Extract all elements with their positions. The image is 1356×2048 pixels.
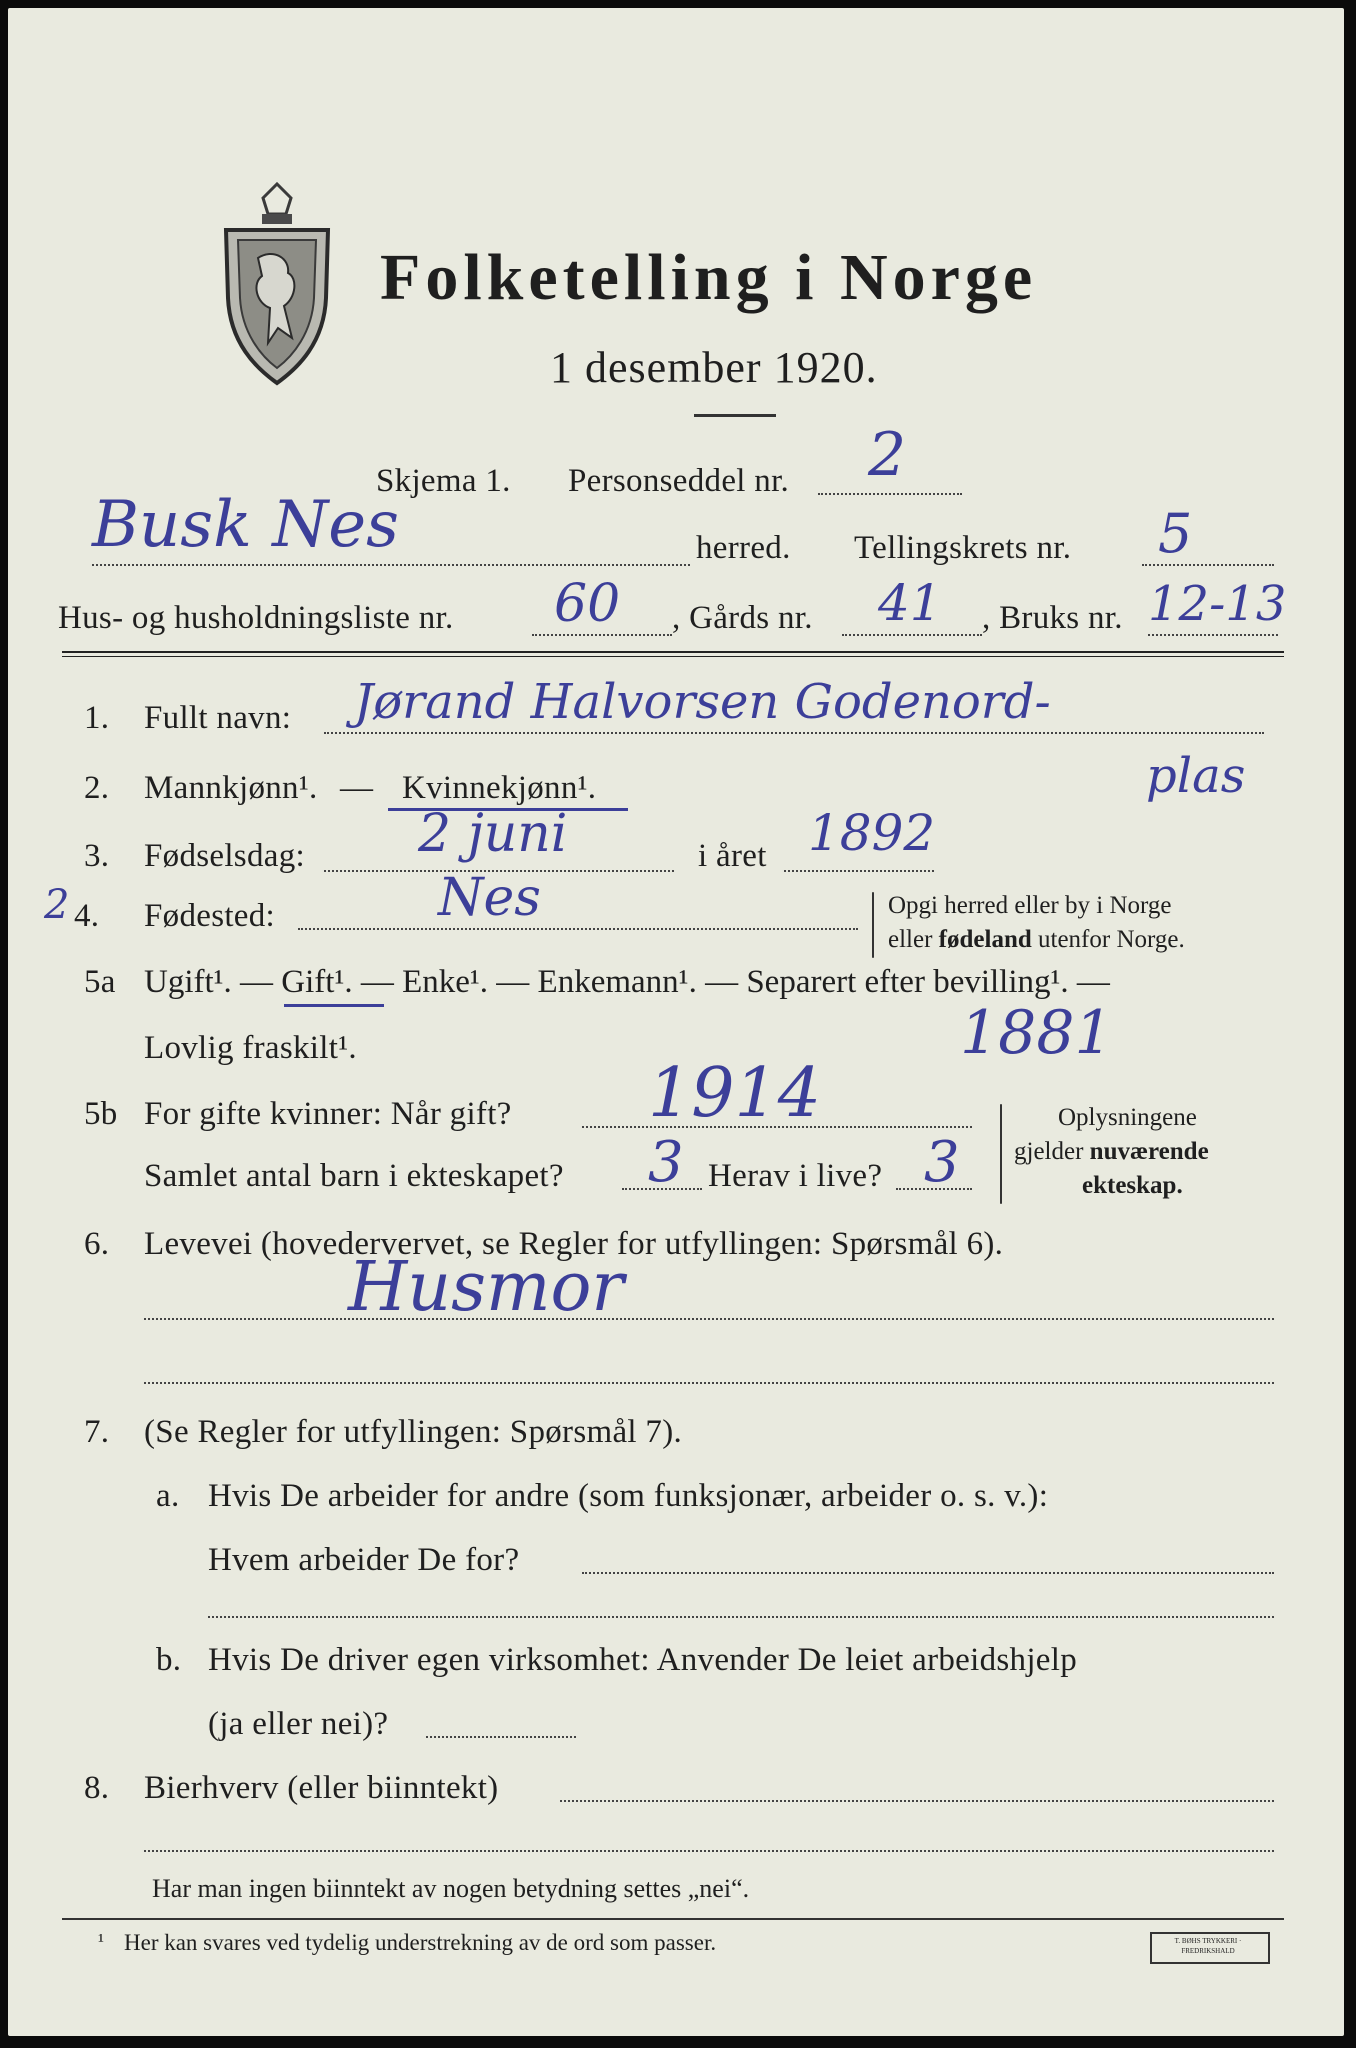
bruks-value: 12-13 [1148,576,1287,632]
q5b-children-value: 3 [648,1130,684,1195]
herred-value: Busk Nes [92,488,399,562]
title-divider [694,414,776,417]
q4-note-line2 [888,926,1185,954]
q5b-note-gjelder: gjelder [1014,1138,1084,1165]
q7b-label: Hvis De driver egen virksomhet: Anvender De leiet arbeidshjelp [208,1642,1078,1678]
q3-label: Fødselsdag: [144,838,305,874]
q7b-line [426,1736,576,1738]
q2-dash: — [340,770,374,806]
husliste-label: Hus- og husholdningsliste nr. [58,600,454,636]
footer-note: Har man ingen biinntekt av nogen betydning settes „nei“. [152,1874,750,1903]
q7a-sub: Hvem arbeider De for? [208,1542,520,1578]
q5b-note-line3: ekteskap. [1082,1172,1183,1199]
q7a-line [582,1572,1274,1574]
q4-margin-mark: 2 [44,882,70,928]
q5a-options-line2: Lovlig fraskilt¹. [144,1030,357,1066]
personseddel-line [818,493,962,495]
q5b-value: 1914 [648,1054,822,1133]
gards-line [842,634,982,636]
q8-label: Bierhverv (eller biinntekt) [144,1770,499,1806]
q3-year-value: 1892 [808,804,936,862]
personseddel-label: Personseddel nr. [568,463,790,499]
herred-line [92,564,690,566]
q1-label: Fullt navn: [144,700,292,736]
q4-note-eller: eller [888,926,933,953]
schema-label: Skjema 1. [376,463,511,499]
q8-number: 8. [84,1770,110,1806]
bruks-line [1148,634,1278,636]
q8-line2 [144,1850,1274,1852]
q6-line1 [144,1318,1274,1320]
q4-value: Nes [438,868,541,928]
q1-value: Jørand Halvorsen Godenord- [354,674,1051,730]
q1-value-continued: plas [1146,748,1246,804]
q5a-options: Ugift¹. — Gift¹. — Enke¹. — Enkemann¹. — Separert efter bevilling¹. — [144,964,1110,1000]
q3-year-label: i året [698,838,767,874]
q4-label: Fødested: [144,898,276,934]
q5a-number: 5a [84,964,116,1000]
q8-line [560,1800,1274,1802]
tellingskrets-value: 5 [1158,502,1193,565]
footer-rule [62,1918,1284,1920]
coat-of-arms-icon [218,178,336,388]
q5b-note-nuvaerende: nuværende [1089,1138,1209,1165]
q4-note-fodeland: fødeland [938,926,1032,953]
q5b-alive-value: 3 [924,1130,960,1195]
q5b-note-bracket [1000,1104,1002,1204]
q5b-children-label: Samlet antal barn i ekteskapet? [144,1158,564,1194]
q3-value: 2 juni [418,804,568,864]
census-form-page [8,8,1344,2036]
q5b-note-line2 [1014,1138,1209,1166]
header-rule [62,651,1284,657]
q3-year-line [784,870,934,872]
q7a-line2 [208,1616,1274,1618]
footnote-mark: ¹ [98,1930,104,1952]
q4-number: 4. [74,898,100,934]
husliste-line [532,634,672,636]
q1-line [324,732,1264,734]
bruks-label: , Bruks nr. [982,600,1123,636]
q4-note-bracket [872,892,874,958]
q7b-sub: (ja eller nei)? [208,1706,389,1742]
q1-number: 1. [84,700,110,736]
q5b-note-line1: Oplysningene [1058,1104,1197,1131]
q7-label: (Se Regler for utfyllingen: Spørsmål 7). [144,1414,683,1450]
personseddel-value: 2 [868,420,907,490]
tellingskrets-label: Tellingskrets nr. [854,530,1072,566]
q6-number: 6. [84,1226,110,1262]
q5b-label: For gifte kvinner: Når gift? [144,1096,512,1132]
q5a-gift-underline [284,1004,384,1007]
gards-value: 41 [878,574,942,632]
footnote-text: Her kan svares ved tydelig understrekning av de ord som passer. [124,1930,717,1955]
gards-label: , Gårds nr. [672,600,813,636]
q5b-alive-label: Herav i live? [708,1158,883,1194]
printer-text: T. BØHS TRYKKERI · FREDRIKSHALD [1174,1937,1242,1955]
herred-label: herred. [696,530,791,566]
q5a-extra-value: 1881 [960,998,1113,1068]
q4-note-utenfor: utenfor Norge. [1038,926,1185,953]
q2-female: Kvinnekjønn¹. [402,770,597,806]
q4-line [298,928,858,930]
q6-label: Levevei (hovedervervet, se Regler for utfyllingen: Spørsmål 6). [144,1226,1004,1262]
q7a-label: Hvis De arbeider for andre (som funksjonær, arbeider o. s. v.): [208,1478,1049,1514]
q6-value: Husmor [348,1248,624,1327]
q7-number: 7. [84,1414,110,1450]
q6-line2 [144,1382,1274,1384]
form-title: Folketelling i Norge [380,241,1038,314]
husliste-value: 60 [554,574,621,634]
q2-male: Mannkjønn¹. [144,770,318,806]
q3-number: 3. [84,838,110,874]
q7a-number: a. [156,1478,180,1514]
q7b-number: b. [156,1642,182,1678]
q5b-number: 5b [84,1096,118,1132]
q4-note-line1: Opgi herred eller by i Norge [888,892,1172,919]
q2-number: 2. [84,770,110,806]
census-date: 1 desember 1920. [550,343,878,392]
